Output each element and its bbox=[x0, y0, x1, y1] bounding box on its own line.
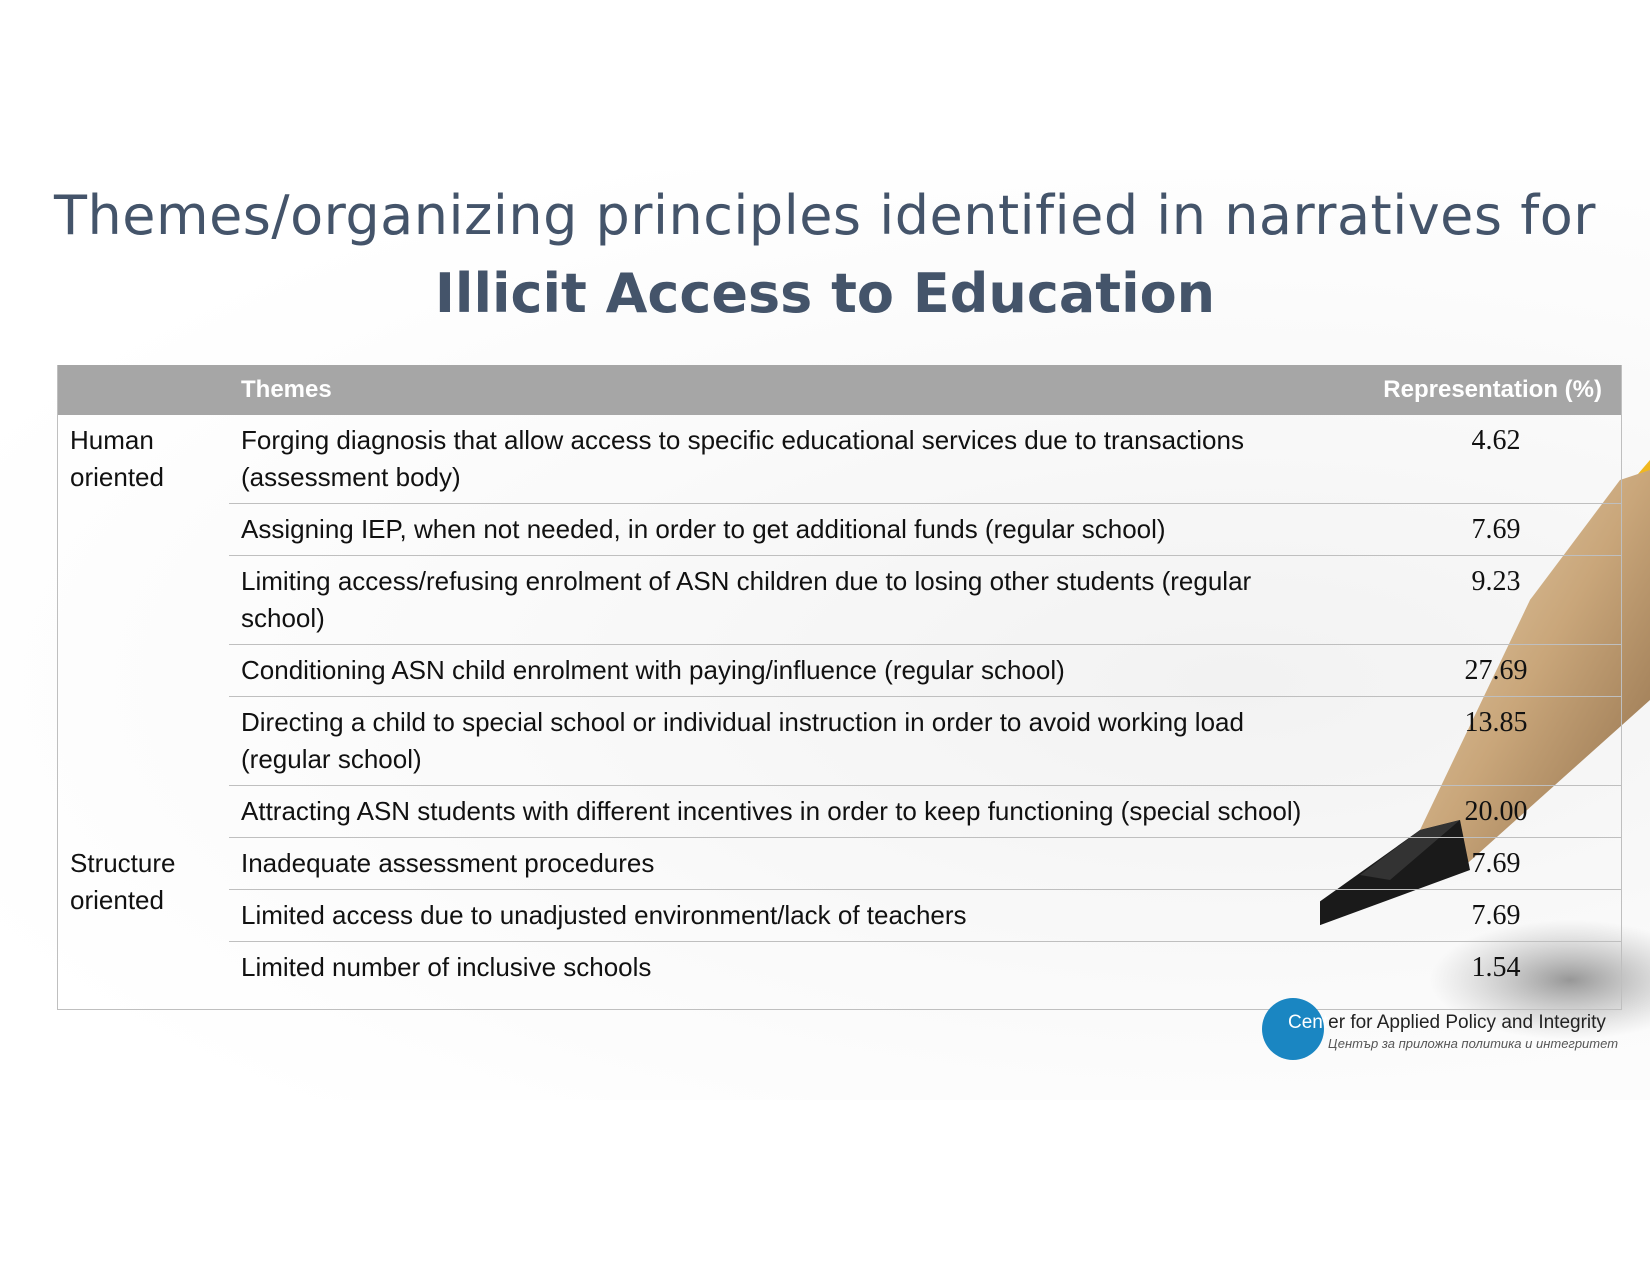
logo-name-bg: Център за приложна политика и интегритет bbox=[1328, 1036, 1619, 1051]
organization-logo bbox=[1262, 998, 1622, 1062]
theme-cell: Attracting ASN students with different incentives in order to keep functioning (special school) bbox=[229, 786, 1322, 838]
table-row bbox=[57, 556, 1622, 645]
title-line-2: Illicit Access to Education bbox=[434, 262, 1216, 325]
table-row bbox=[57, 645, 1622, 697]
theme-cell: Conditioning ASN child enrolment with paying/influence (regular school) bbox=[229, 645, 1322, 697]
header-group bbox=[57, 365, 229, 415]
value-cell: 7.69 bbox=[1322, 890, 1622, 942]
table-row bbox=[57, 838, 1622, 890]
title-line-1: Themes/organizing principles identified in narratives for bbox=[54, 184, 1596, 247]
table-row bbox=[57, 504, 1622, 556]
table-row bbox=[57, 697, 1622, 786]
theme-cell: Forging diagnosis that allow access to specific educational services due to transactions (assessment body) bbox=[229, 415, 1322, 504]
value-cell: 7.69 bbox=[1322, 838, 1622, 890]
header-themes: Themes bbox=[229, 365, 1322, 415]
logo-name-part2: er for Applied Policy and Integrity bbox=[1328, 1012, 1606, 1033]
value-cell: 1.54 bbox=[1471, 952, 1521, 983]
theme-cell: Directing a child to special school or individual instruction in order to avoid working load (regular school) bbox=[229, 697, 1322, 786]
header-representation: Representation (%) bbox=[1322, 365, 1622, 415]
logo-name-en bbox=[1288, 1012, 1606, 1034]
value-cell: 7.69 bbox=[1322, 504, 1622, 556]
table-row bbox=[57, 415, 1622, 504]
theme-cell: Inadequate assessment procedures bbox=[229, 838, 1322, 890]
group-label-human: Human oriented bbox=[70, 425, 164, 492]
logo-name-part1: Cent bbox=[1288, 1012, 1329, 1033]
table-header-row bbox=[57, 365, 1622, 415]
table-row bbox=[57, 890, 1622, 942]
theme-cell: Limited number of inclusive schools bbox=[241, 952, 652, 982]
slide-title bbox=[0, 178, 1650, 334]
table-row bbox=[57, 786, 1622, 838]
value-cell: 27.69 bbox=[1322, 645, 1622, 697]
value-cell: 20.00 bbox=[1322, 786, 1622, 838]
table-row bbox=[57, 942, 1622, 994]
value-cell: 9.23 bbox=[1322, 556, 1622, 645]
theme-cell: Assigning IEP, when not needed, in order to get additional funds (regular school) bbox=[229, 504, 1322, 556]
group-label-structure: Structure oriented bbox=[70, 847, 176, 915]
theme-cell: Limited access due to unadjusted environment/lack of teachers bbox=[229, 890, 1322, 942]
value-cell: 13.85 bbox=[1322, 697, 1622, 786]
theme-cell: Limiting access/refusing enrolment of ASN children due to losing other students (regular school) bbox=[229, 556, 1322, 645]
themes-table bbox=[57, 365, 1622, 993]
value-cell: 4.62 bbox=[1322, 415, 1622, 504]
